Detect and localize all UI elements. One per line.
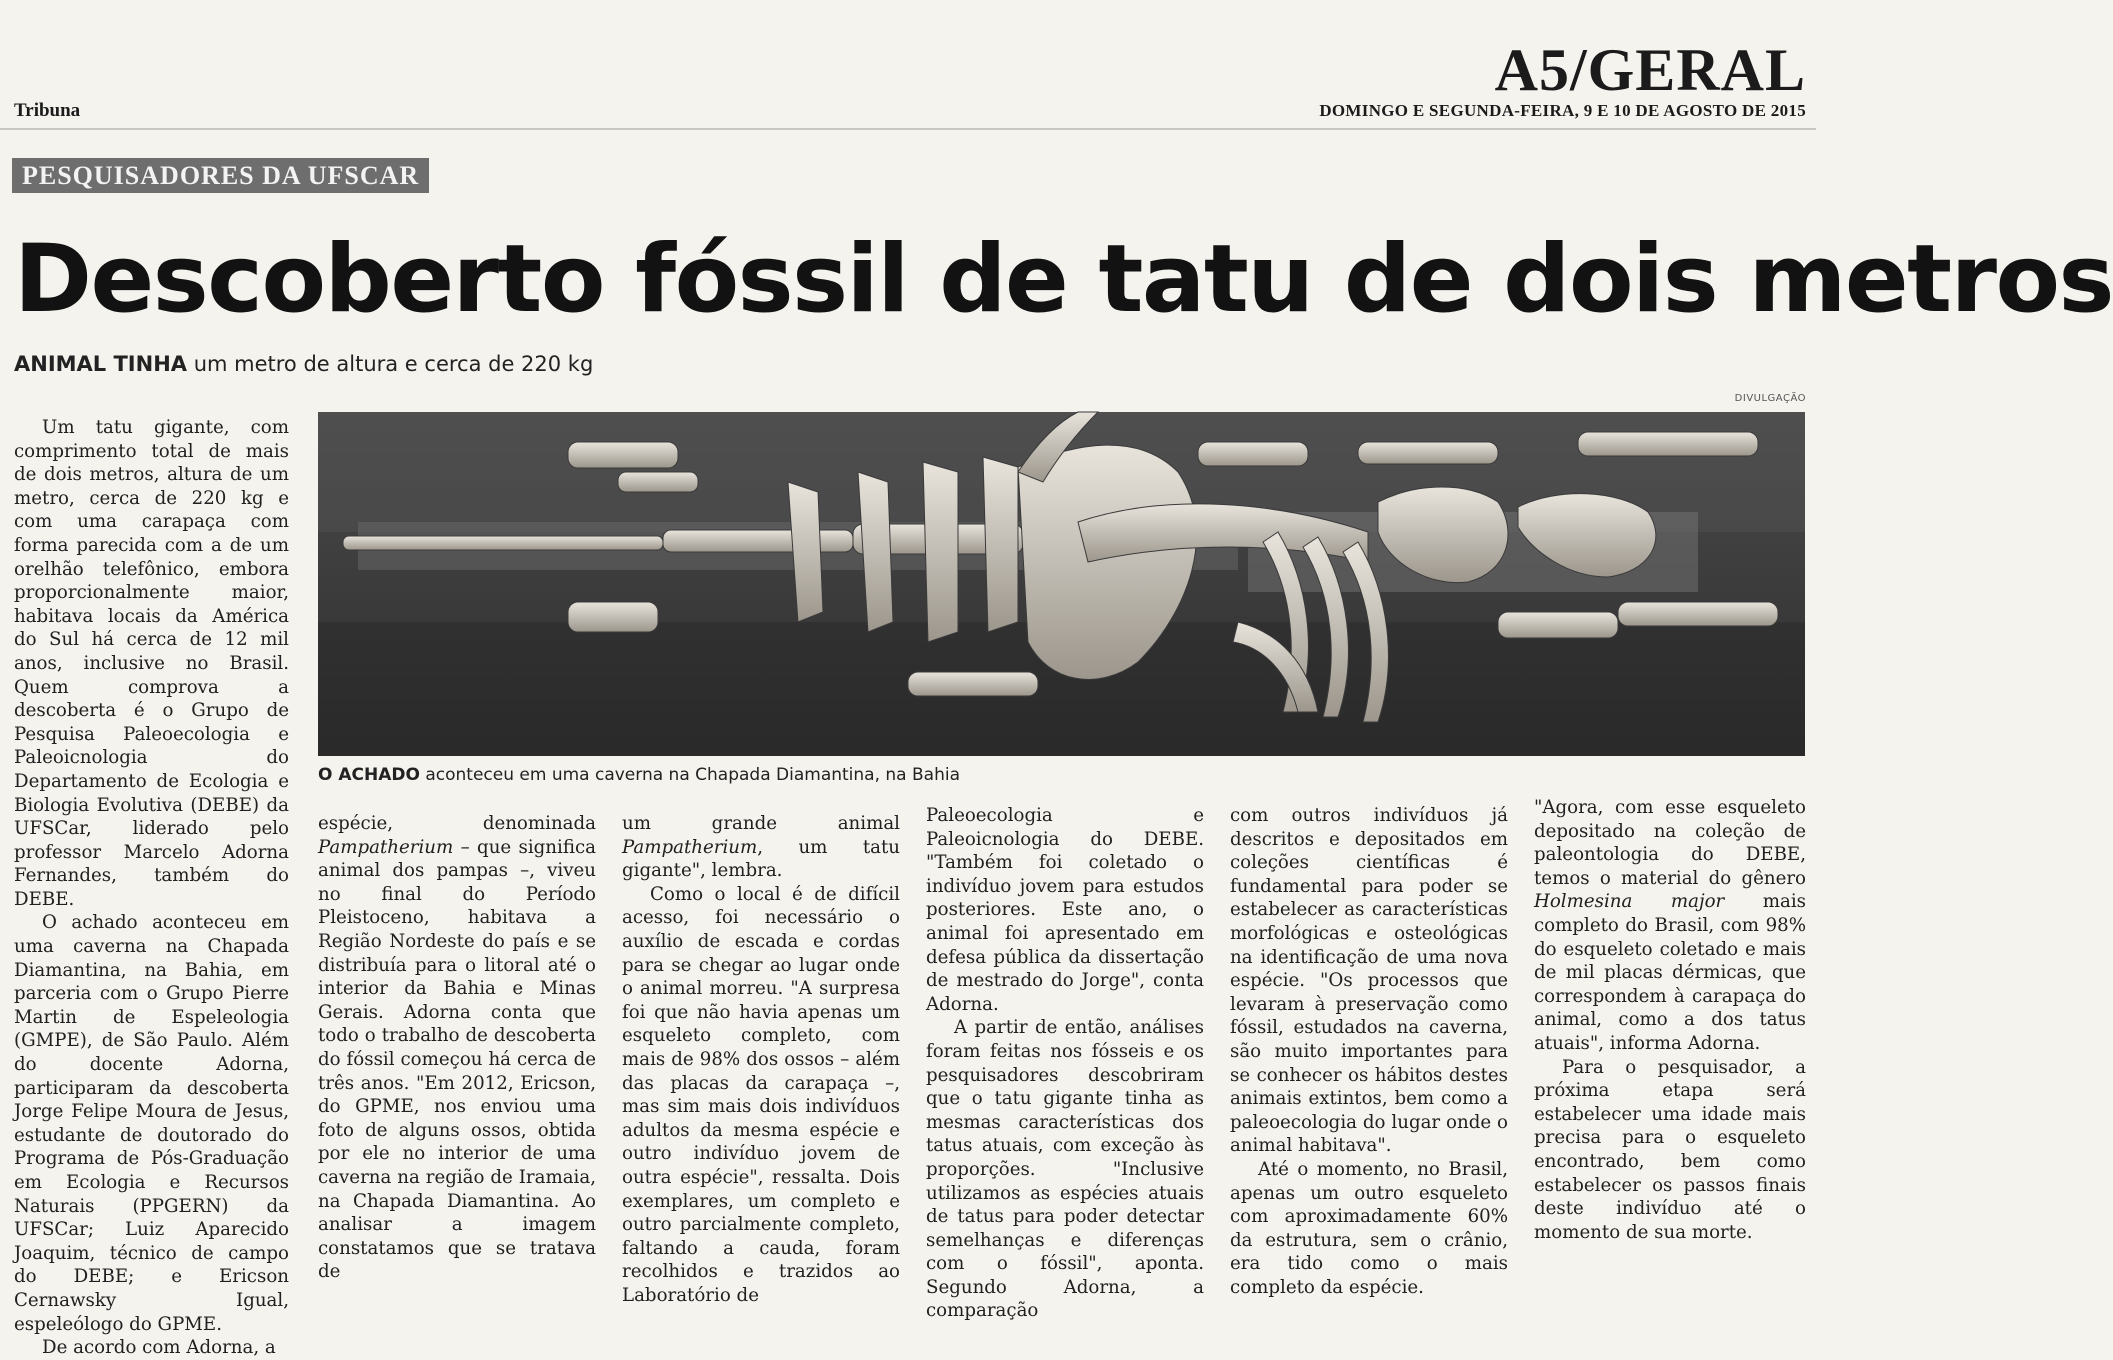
headline: Descoberto fóssil de tatu de dois metros xyxy=(14,225,2113,334)
publication-date: DOMINGO E SEGUNDA-FEIRA, 9 E 10 DE AGOSTO DE 2015 xyxy=(1319,101,1806,120)
article-column-6 xyxy=(1534,796,1806,1244)
paragraph: A partir de então, análises foram feitas nos fósseis e os pesquisadores descobriram que o tatu gigante tinha as mesmas características dos tatus atuais, com exceção às proporções. "Inclusive utilizamos as espécies atuais de tatus para poder detectar semelhanças e diferenças com o fóssil", aponta. Segundo Adorna, a comparação xyxy=(926,1017,1204,1322)
fossil-photo xyxy=(318,412,1805,756)
subheadline-lead: ANIMAL TINHA xyxy=(14,352,188,376)
subheadline xyxy=(14,351,593,377)
paragraph: Até o momento, no Brasil, apenas um outro esqueleto com aproximadamente 60% da estrutura, sem o crânio, era tido como o mais completo da espécie. xyxy=(1230,1158,1508,1298)
caption-lead: O ACHADO xyxy=(318,765,420,785)
paragraph xyxy=(318,812,596,1284)
article-column-4 xyxy=(926,804,1204,1323)
header-divider xyxy=(0,128,1816,130)
species-name: Pampatherium xyxy=(318,836,454,858)
paragraph: De acordo com Adorna, a xyxy=(42,1337,276,1359)
article-column-3 xyxy=(622,812,900,1307)
paragraph: Um tatu gigante, com comprimento total de mais de dois metros, altura de um metro, cerca de 220 kg e com uma carapaça com forma parecida com a de um orelhão telefônico, embora proporcionalmente maior, habitava locais da América do Sul há cerca de 12 mil anos, inclusive no Brasil. Quem comprova a descoberta é o Grupo de Pesquisa Paleoecologia e Paleoicnologia do Departamento de Ecologia e Biologia Evolutiva (DEBE) da UFSCar, liderado pelo professor Marcelo Adorna Fernandes, também do DEBE. xyxy=(14,417,289,910)
photo-caption xyxy=(318,764,960,786)
paragraph xyxy=(622,812,900,883)
text-run: , um tatu gigante", lembra. xyxy=(622,836,900,882)
text-run: mais completo do Brasil, com 98% do esqueleto coletado e mais de mil placas dérmicas, que correspondem à carapaça do animal, como a dos tatus atuais", informa Adorna. xyxy=(1534,891,1806,1054)
text-run: um grande animal xyxy=(622,813,900,834)
subheadline-text: um metro de altura e cerca de 220 kg xyxy=(187,352,594,376)
section-label: A5/GERAL xyxy=(1494,37,1806,103)
photo-credit: DIVULGAÇÃO xyxy=(1734,393,1806,404)
species-name: Holmesina major xyxy=(1534,891,1725,913)
paragraph: Como o local é de difícil acesso, foi necessário o auxílio de escada e cordas para se chegar ao lugar onde o animal morreu. "A surpresa foi que não havia apenas um esqueleto completo, com mais de 98% dos ossos – além das placas da carapaça –, mas sim mais dois indivíduos adultos da mesma espécie e outro indivíduo jovem de outra espécie", ressalta. Dois exemplares, um completo e outro parcialmente completo, faltando a cauda, foram recolhidos e trazidos ao Laboratório de xyxy=(622,883,900,1306)
paragraph: Para o pesquisador, a próxima etapa será estabelecer uma idade mais precisa para o esqueleto encontrado, bem como estabelecer os passos finais deste indivíduo até o momento de sua morte. xyxy=(1534,1056,1806,1243)
text-run: "Agora, com esse esqueleto depositado na coleção de paleontologia do DEBE, temos o material do gênero xyxy=(1534,797,1806,889)
fossil-skeleton-illustration xyxy=(318,412,1805,756)
paragraph xyxy=(1534,796,1806,1056)
newspaper-name: Tribuna xyxy=(14,100,81,121)
paragraph: Paleoecologia e Paleoicnologia do DEBE. "Também foi coletado o indivíduo jovem para estudos posteriores. Este ano, o animal foi apresentado em defesa pública da dissertação de mestrado do Jorge", conta Adorna. xyxy=(926,805,1204,1015)
kicker-label: PESQUISADORES DA UFSCAR xyxy=(12,158,429,193)
article-column-5 xyxy=(1230,804,1508,1299)
article-column-1 xyxy=(14,416,289,1360)
paragraph: O achado aconteceu em uma caverna na Chapada Diamantina, na Bahia, em parceria com o Grupo Pierre Martin de Espeleologia (GMPE), de São Paulo. Além do docente Adorna, participaram da descoberta Jorge Felipe Moura de Jesus, estudante de doutorado do Programa de Pós-Graduação em Ecologia e Recursos Naturais (PPGERN) da UFSCar; Luiz Aparecido Joaquim, técnico de campo do DEBE; e Ericson Cernawsky Igual, espeleólogo do GPME. xyxy=(14,912,289,1335)
caption-text: aconteceu em uma caverna na Chapada Diamantina, na Bahia xyxy=(419,765,960,785)
species-name: Pampatherium xyxy=(622,836,758,858)
text-run: espécie, denominada xyxy=(318,813,596,834)
article-column-2 xyxy=(318,812,596,1284)
paragraph: com outros indivíduos já descritos e depositados em coleções científicas é fundamental para poder se estabelecer as características morfológicas e osteológicas na identificação de uma nova espécie. "Os processos que levaram à preservação como fóssil, estudados na caverna, são muito importantes para se conhecer os hábitos destes animais extintos, bem como a paleoecologia do lugar onde o animal habitava". xyxy=(1230,805,1508,1157)
text-run: – que significa animal dos pampas –, viveu no final do Período Pleistoceno, habitava a Região Nordeste do país e se distribuía para o litoral até o interior da Bahia e Minas Gerais. Adorna conta que todo o trabalho de descoberta do fóssil começou há cerca de três anos. "Em 2012, Ericson, do GPME, nos enviou uma foto de alguns ossos, obtida por ele no interior de uma caverna na região de Iramaia, na Chapada Diamantina. Ao analisar a imagem constatamos que se tratava de xyxy=(318,836,596,1283)
